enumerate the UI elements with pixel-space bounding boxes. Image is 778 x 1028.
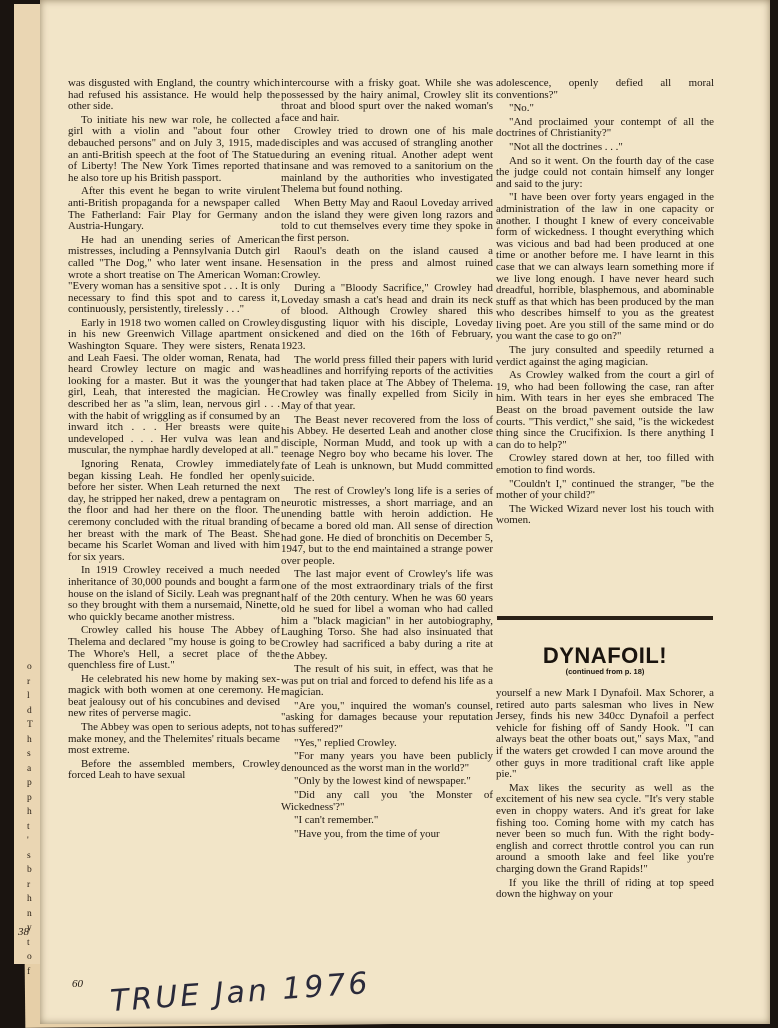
paragraph: And so it went. On the fourth day of the case the judge could not contain himself any longer and said to the jury:	[496, 154, 714, 190]
margin-letter: l	[27, 691, 30, 701]
paragraph: The rest of Crowley's long life is a series of neurotic mistresses, a short marriage, and an unending battle with heroin addiction. He became a bored old man. All sense of direction had gone. He died of bronchitis on December 5, 1947, but to the end maintained a strange power over people.	[281, 485, 493, 567]
paragraph: After this event he began to write virulent anti-British propaganda for a newspaper called The Fatherland: Fair Play for Germany and Austria-Hungary.	[68, 185, 280, 233]
margin-letter: t	[27, 821, 30, 832]
paragraph: The Beast never recovered from the loss of his Abbey. He deserted Leah and another close disciple, Norman Mudd, and took up with a teenage Negro boy who became his lover. The fate of Leah is unknown, but Mudd committed suicide.	[281, 413, 493, 484]
section-divider	[497, 616, 713, 620]
article-column-2	[281, 78, 493, 842]
paragraph: Crowley called his house The Abbey of Thelema and declared "my house is going to be The Whore's Hell, a secret place of the quenchless fire of Lust."	[68, 624, 280, 672]
paragraph: The Wicked Wizard never lost his touch with women.	[496, 502, 714, 527]
paragraph: "For many years you have been publicly denounced as the worst man in the world?"	[281, 750, 493, 774]
margin-letter: T	[27, 720, 33, 730]
paragraph: "I can't remember."	[294, 814, 379, 827]
paragraph: "Are you," inquired the woman's counsel, "asking for damages because your reputation has suffered?"	[281, 699, 493, 736]
article-column-3	[496, 78, 714, 529]
paragraph: The world press filled their papers with lurid headlines and horrifying reports of the activities that had taken place at The Abbey of Thelema. Crowley was finally expelled from Sicily in May of that year.	[281, 353, 493, 413]
paragraph: The last major event of Crowley's life was one of the most extraordinary trials of the first half of the 20th century. When he was 60 years old he sued for libel a woman who had called him a "black magician" in her autobiography, Laughing Torso. She had also insinuated that Crowley had sacrificed a baby during a rite at the Abbey.	[281, 568, 493, 662]
paragraph: The Abbey was open to serious adepts, not to make money, and the Thelemites' rituals became most extreme.	[68, 721, 280, 757]
margin-letter: o	[27, 952, 32, 962]
paragraph: He had an unending series of American mistresses, including a Pennsylvania Dutch girl called "The Dog," who later went insane. He wrote a short treatise on The American Woman: "Every woman has a sensitive spot . . . It is only necessary to find this spot and to caress it, continuously, persistently, tirelessly . . ."	[68, 233, 280, 316]
paragraph: Crowley tried to drown one of his male disciples and was accused of strangling another during an evening ritual. Another adept went insane and was removed to a sanitorium on the mainland by the authorities who investigated Thelema but found nothing.	[281, 125, 493, 196]
margin-letter: h	[27, 894, 32, 904]
paragraph: Max likes the security as well as the excitement of his new sea cycle. "It's very stable even in choppy waters. And it's great for lake fishing too. Coming home with my catch has never been so much fun. With the right body-english and correct throttle control you can run around a smooth lake and feel like you're charging down the Grand Rapids!"	[496, 781, 714, 875]
paragraph: yourself a new Mark I Dynafoil. Max Schorer, a retired auto parts salesman who lives in New Jersey, finds his new 340cc Dynafoil a perfect vehicle for fishing off of Sandy Hook. "I can always beat the other boats out," says Max, "and if the waters get crowded I can move around the other guys in more traditional craft like apple pie."	[496, 687, 714, 781]
paragraph: "Couldn't I," continued the stranger, "be the mother of your child?"	[496, 477, 714, 502]
margin-letter: r	[27, 879, 31, 890]
margin-letter: h	[27, 734, 32, 745]
page-number: 60	[72, 978, 83, 990]
paragraph: was disgusted with England, the country which had refused his assistance. He would help the other side.	[68, 77, 280, 113]
paragraph: "Have you, from the time of your	[294, 827, 440, 840]
continued-note: (continued from p. 18)	[565, 667, 645, 676]
article-column-1	[68, 78, 280, 784]
margin-letter: h	[27, 807, 32, 817]
paragraph: To initiate his new war role, he collected a girl with a violin and "about four other debauched persons" and on July 3, 1915, made an anti-British speech at the foot of The Statue of Liberty! The New York Times reported that he also tore up his British passport.	[68, 113, 280, 184]
paragraph: "Only by the lowest kind of newspaper."	[294, 775, 471, 788]
paragraph: Before the assembled members, Crowley forced Leah to have sexual	[68, 757, 280, 782]
paragraph: "No."	[509, 102, 534, 115]
margin-letter: r	[27, 676, 31, 687]
paragraph: Ignoring Renata, Crowley immediately began kissing Leah. He fondled her openly before her sister. When Leah returned the next day, he stripped her naked, drew a pentagram on the floor and had her there on the floor. The ceremony concluded with the ritual branding of her breast with the mark of The Beast. She became his Scarlet Woman and lived with him for six years.	[68, 458, 280, 563]
paragraph: The result of his suit, in effect, was that he was put on trial and forced to defend his life as a magician.	[281, 663, 493, 699]
underlying-page-number: 38	[18, 926, 29, 938]
paragraph: If you like the thrill of riding at top speed down the highway on your	[496, 876, 714, 901]
paragraph: Raoul's death on the island caused a sensation in the press and almost ruined Crowley.	[281, 245, 493, 281]
margin-letter: s	[27, 850, 31, 861]
paragraph: As Crowley walked from the court a girl of 19, who had been following the case, ran after him. With tears in her eyes she embraced The Beast on the broad pavement outside the law courts. "This verdict," she said, "is the wickedest thing since the Crucifixion. Is there anything I can do to help?"	[496, 369, 714, 451]
margin-letter: y	[27, 923, 32, 933]
paragraph: "Not all the doctrines . . ."	[509, 140, 623, 153]
paragraph: The jury consulted and speedily returned a verdict against the aging magician.	[496, 344, 714, 368]
dynafoil-article	[496, 688, 714, 903]
margin-letter: b	[27, 865, 32, 875]
dynafoil-headline: DYNAFOIL!	[542, 643, 668, 668]
margin-letter: f	[27, 966, 31, 977]
paragraph: "Did any call you 'the Monster of Wickedness'?"	[281, 789, 493, 813]
margin-letter: d	[27, 705, 32, 716]
paragraph: "Yes," replied Crowley.	[294, 736, 397, 749]
margin-letter: a	[27, 763, 32, 774]
margin-letter: p	[27, 778, 32, 788]
paragraph: In 1919 Crowley received a much needed inheritance of 30,000 pounds and bought a farm house on the island of Sicily. Leah was pregnant so they brought with them a nursemaid, Ninette, who quickly became another mistress.	[68, 564, 280, 623]
paragraph: "I have been over forty years engaged in the administration of the law in one capacity or another. I thought I knew of every conceivable form of wickedness. I thought everything which was vicious and bad had been produced at one time or another before me. I have learnt in this case that we can always learn something more if we live long enough. I have never heard such dreadful, horrible, blasphemous, and abominable stuff as that which has been produced by the man who describes himself to you as the greatest living poet. Are you still of the same mind or do you want the case to go on?"	[496, 191, 714, 343]
paragraph: adolescence, openly defied all moral conventions?"	[496, 77, 714, 101]
margin-letter: s	[27, 749, 31, 759]
paragraph: During a "Bloody Sacrifice," Crowley had Loveday smash a cat's head and drain its neck of blood. Although Crowley shared this disgusting liquor with his disciple, Loveday sickened and died on the 16th of February, 1923.	[281, 282, 493, 353]
paragraph: Early in 1918 two women called on Crowley in his new Greenwich Village apartment on Washington Square. They were sisters, Renata and Leah Faesi. The older woman, Renata, had heard Crowley lecture on magic and was looking for a master. But it was the younger girl, Leah, that interested the magician. He described her as "a slim, lean, nervous girl . . . with the habit of wriggling as if consumed by an inward itch . . . Her breasts were quite undeveloped . . . Her vulva was lean and muscular, the nymphae hardly developed at all."	[68, 316, 280, 457]
handwritten-note: TRUE Jan 1976	[109, 965, 372, 1020]
paragraph: "And proclaimed your contempt of all the doctrines of Christianity?"	[496, 115, 714, 140]
paragraph: He celebrated his new home by making sex-magick with both women at one ceremony. He beat jealousy out of his concubines and devised new rites of perverse magic.	[68, 672, 280, 720]
paragraph: When Betty May and Raoul Loveday arrived on the island they were given long razors and told to cut themselves every time they spoke in the first person.	[281, 196, 493, 244]
margin-letter: n	[27, 908, 32, 919]
margin-letter: t	[27, 937, 30, 948]
paragraph: Crowley stared down at her, too filled with emotion to find words.	[496, 452, 714, 476]
paragraph: intercourse with a frisky goat. While she was possessed by the hairy animal, Crowley slit its throat and blood spurt over the naked woman's face and hair.	[281, 77, 493, 124]
margin-letter: o	[27, 662, 32, 672]
margin-letter: p	[27, 792, 32, 803]
margin-letter: '	[27, 836, 29, 846]
